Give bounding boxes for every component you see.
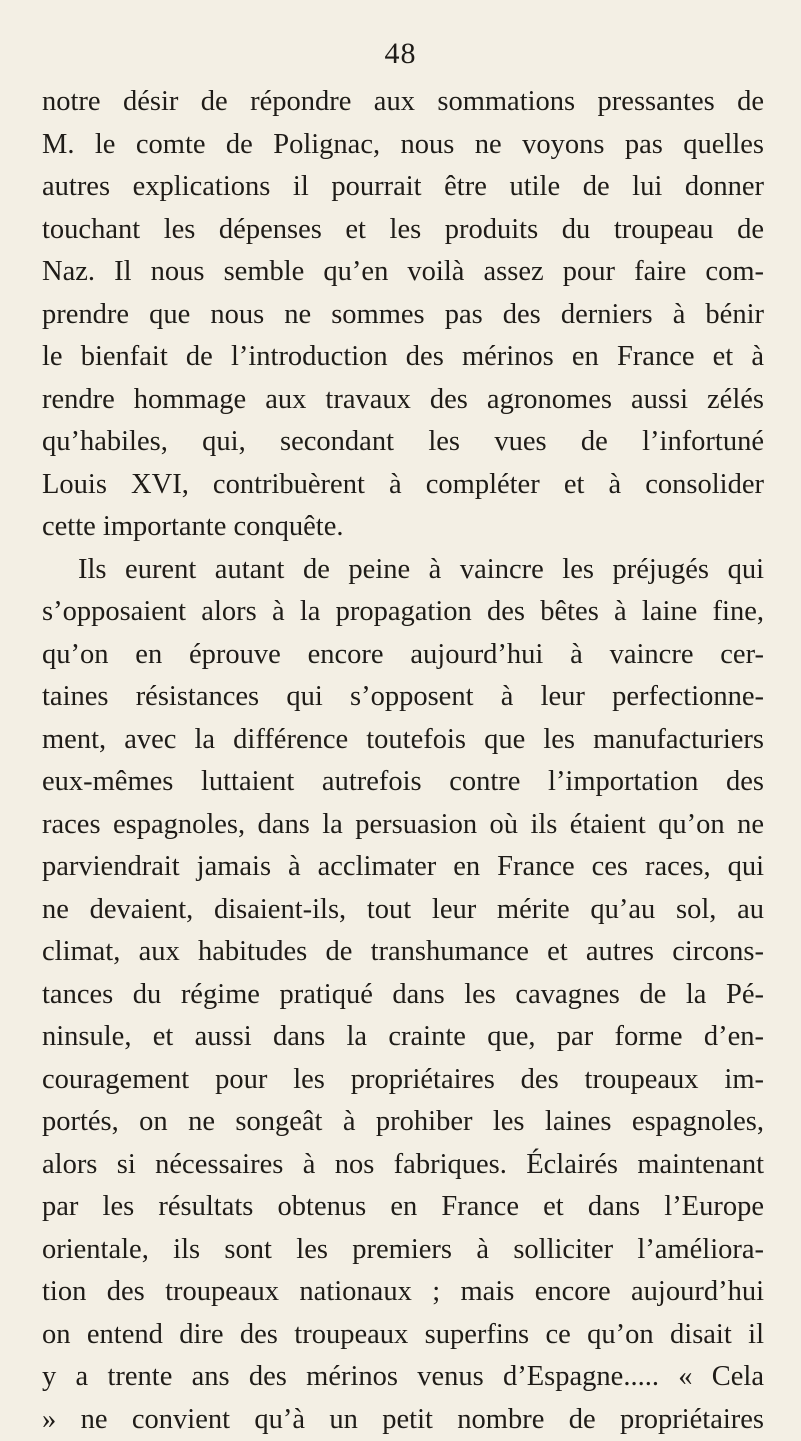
text-line: Louis XVI, contribuèrent à compléter et à consolider (42, 464, 764, 507)
text-line: tances du régime pratiqué dans les cavagnes de la Pé- (42, 974, 764, 1017)
text-line: autres explications il pourrait être utile de lui donner (42, 166, 764, 209)
body-text (42, 81, 764, 1441)
text-line: ne devaient, disaient-ils, tout leur mérite qu’au sol, au (42, 889, 764, 932)
paragraph-start-line: Ils eurent autant de peine à vaincre les préjugés qui (42, 549, 764, 592)
text-line: tion des troupeaux nationaux ; mais encore aujourd’hui (42, 1271, 764, 1314)
text-line: qu’on en éprouve encore aujourd’hui à vaincre cer- (42, 634, 764, 677)
text-line: eux-mêmes luttaient autrefois contre l’importation des (42, 761, 764, 804)
text-line: touchant les dépenses et les produits du troupeau de (42, 209, 764, 252)
text-line: ninsule, et aussi dans la crainte que, par forme d’en- (42, 1016, 764, 1059)
text-line: orientale, ils sont les premiers à solliciter l’améliora- (42, 1229, 764, 1272)
text-line: M. le comte de Polignac, nous ne voyons pas quelles (42, 124, 764, 167)
page-number: 48 (0, 36, 801, 72)
text-line: alors si nécessaires à nos fabriques. Éclairés maintenant (42, 1144, 764, 1187)
text-line: portés, on ne songeât à prohiber les laines espagnoles, (42, 1101, 764, 1144)
paragraph-end-line: cette importante conquête. (42, 506, 764, 549)
text-line: » ne convient qu’à un petit nombre de propriétaires (42, 1399, 764, 1441)
text-line: s’opposaient alors à la propagation des bêtes à laine fine, (42, 591, 764, 634)
text-line: taines résistances qui s’opposent à leur perfectionne- (42, 676, 764, 719)
text-line: rendre hommage aux travaux des agronomes aussi zélés (42, 379, 764, 422)
text-line: le bienfait de l’introduction des mérinos en France et à (42, 336, 764, 379)
text-line: on entend dire des troupeaux superfins ce qu’on disait il (42, 1314, 764, 1357)
text-line: y a trente ans des mérinos venus d’Espagne..... « Cela (42, 1356, 764, 1399)
text-line: qu’habiles, qui, secondant les vues de l’infortuné (42, 421, 764, 464)
text-line: notre désir de répondre aux sommations pressantes de (42, 81, 764, 124)
text-line: parviendrait jamais à acclimater en France ces races, qui (42, 846, 764, 889)
text-line: ment, avec la différence toutefois que les manufacturiers (42, 719, 764, 762)
text-line: climat, aux habitudes de transhumance et autres circons- (42, 931, 764, 974)
text-line: Naz. Il nous semble qu’en voilà assez pour faire com- (42, 251, 764, 294)
text-line: par les résultats obtenus en France et dans l’Europe (42, 1186, 764, 1229)
text-line: prendre que nous ne sommes pas des derniers à bénir (42, 294, 764, 337)
text-line: couragement pour les propriétaires des troupeaux im- (42, 1059, 764, 1102)
text-line: races espagnoles, dans la persuasion où ils étaient qu’on ne (42, 804, 764, 847)
